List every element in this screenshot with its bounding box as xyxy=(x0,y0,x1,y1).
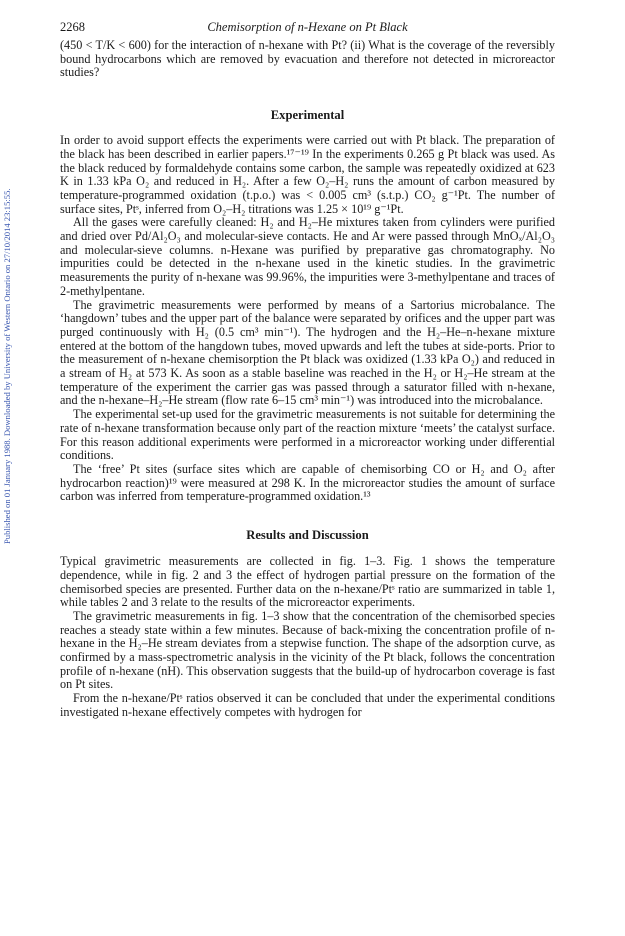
results-paragraph-3: From the n-hexane/Ptˢ ratios observed it can be concluded that under the experimental conditions investigated n-hexane effectively competes with hydrogen for xyxy=(60,691,555,719)
section-heading-experimental: Experimental xyxy=(270,108,345,123)
running-title: Chemisorption of n-Hexane on Pt Black xyxy=(207,20,408,34)
experimental-paragraph-5: The ‘free’ Pt sites (surface sites which are capable of chemisorbing CO or H₂ and O₂ after hydrocarbon reaction)¹⁹ were measured at 298 K. In the microreactor studies the amount of surface carbon was inferred from temperature-programmed oxidation.¹³ xyxy=(60,461,555,504)
page-header xyxy=(60,20,555,38)
experimental-paragraph-3: The gravimetric measurements were performed by means of a Sartorius microbalance. The ‘hangdown’ tubes and the upper part of the balance were separated by orifices and the upper part was purged continuously with H₂ (0.5 cm³ min⁻¹). The hydrogen and the H₂–He–n-hexane mixture entered at the bottom of the hangdown tubes, moved upwards and left the tubes at side-ports. Prior to the measurement of n-hexane chemisorption the Pt black was oxidized (1.33 kPa O₂) and reduced in a stream of H₂ at 573 K. As soon as a stable baseline was reached in the H₂ or H₂–He stream at the temperature of the experiment the carrier gas was passed through a saturator filled with n-hexane, and the n-hexane–H₂–He stream (flow rate 6–15 cm³ min⁻¹) was introduced into the microbalance. xyxy=(60,297,555,408)
results-paragraph-1: Typical gravimetric measurements are collected in fig. 1–3. Fig. 1 shows the temperature dependence, while in fig. 2 and 3 the effect of hydrogen partial pressure on the formation of the chemisorbed species are presented. Further data on the n-hexane/Ptˢ ratio are summarized in table 1, while tables 2 and 3 relate to the results of the microreactor experiments. xyxy=(60,554,555,610)
section-heading-results: Results and Discussion xyxy=(246,528,369,543)
intro-paragraph: (450 < T/K < 600) for the interaction of n-hexane with Pt? (ii) What is the coverage of the reversibly bound hydrocarbons which are removed by evacuation and therefore not detected in microreactor studies? xyxy=(60,38,555,80)
side-watermark xyxy=(2,104,16,544)
article-body xyxy=(60,39,555,720)
download-notice: Published on 01 January 1988. Downloaded by University of Western Ontario on 27/10/2014 23:15:55. xyxy=(2,188,12,544)
experimental-paragraph-4: The experimental set-up used for the gravimetric measurements is not suitable for determining the rate of n-hexane transformation because only part of the reaction mixture ‘meets’ the catalyst surface. For this reason additional experiments were performed in a microreactor working under differential conditions. xyxy=(60,407,555,463)
experimental-paragraph-2: All the gases were carefully cleaned: H₂ and H₂–He mixtures taken from cylinders were purified and dried over Pd/Al₂O₃ and molecular-sieve contacts. He and Ar were passed through MnOₓ/Al₂O₃ and molecular-sieve columns. n-Hexane was purified by preparative gas chromatography. No impurities could be detected in the n-hexane used in the kinetic studies. In the gravimetric measurements the purity of n-hexane was 99.96%, the impurities were 3-methylpentane and traces of 2-methylpentane. xyxy=(60,215,555,298)
results-paragraph-2: The gravimetric measurements in fig. 1–3 show that the concentration of the chemisorbed species reaches a steady state within a few minutes. Because of back-mixing the concentration profile of n-hexane in the H₂–He stream deviates from a stepwise function. The shape of the adsorption curve, as confirmed by a mass-spectrometric analysis in the vicinity of the Pt black, follows the concentration profile of n-hexane (nH). This observation suggests that the build-up of hydrocarbon coverage is fast on Pt sites. xyxy=(60,608,555,692)
experimental-paragraph-1: In order to avoid support effects the experiments were carried out with Pt black. The preparation of the black has been described in earlier papers.¹⁷⁻¹⁹ In the experiments 0.265 g Pt black was used. As the black reduced by formaldehyde contains some carbon, the sample was repeatedly oxidized at 623 K in 1.33 kPa O₂ and reduced in H₂. After a few O₂–H₂ runs the amount of carbon measured by temperature-programmed oxidation (t.p.o.) was < 0.005 cm³ (s.t.p.) CO₂ g⁻¹Pt. The number of surface sites, Ptˢ, inferred from O₂–H₂ titrations was 1.25 × 10¹⁹ g⁻¹Pt. xyxy=(60,133,555,216)
page-number: 2268 xyxy=(60,20,85,34)
